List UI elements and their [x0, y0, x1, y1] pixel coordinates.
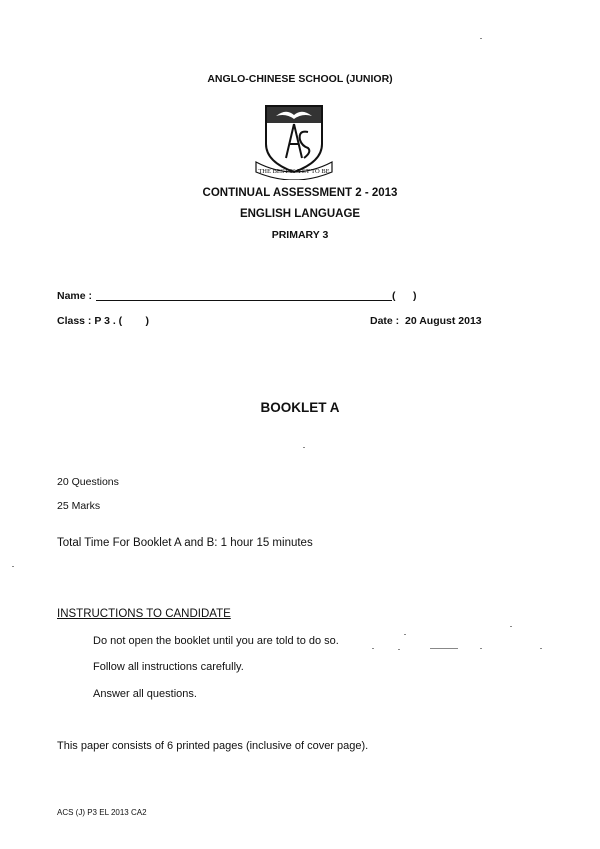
scan-speck: [12, 566, 14, 567]
pages-note: This paper consists of 6 printed pages (inclusive of cover page).: [57, 740, 369, 752]
subject-title: ENGLISH LANGUAGE: [239, 208, 361, 220]
instruction-item: Do not open the booklet until you are told to do so.: [93, 635, 339, 647]
level-title: PRIMARY 3: [271, 229, 329, 241]
scan-speck: [510, 626, 512, 627]
scan-speck: [430, 648, 458, 649]
booklet-title: BOOKLET A: [260, 400, 340, 415]
assessment-title: CONTINUAL ASSESSMENT 2 - 2013: [202, 187, 398, 199]
svg-text:THE BEST IS YET TO BE: THE BEST IS YET TO BE: [258, 168, 330, 175]
scan-speck: [398, 649, 400, 650]
total-time: Total Time For Booklet A and B: 1 hour 15 minutes: [57, 537, 313, 549]
scan-speck: [372, 648, 374, 649]
school-crest-logo: [252, 100, 336, 180]
instruction-item: Follow all instructions carefully.: [93, 661, 244, 673]
scan-speck: [404, 634, 406, 635]
class-label: Class : P 3 . ( ): [57, 315, 150, 327]
date-label: Date : 20 August 2013: [370, 315, 482, 327]
question-count: 20 Questions: [57, 476, 119, 488]
scan-speck: [540, 648, 542, 649]
total-marks: 25 Marks: [57, 500, 101, 512]
scan-speck: [303, 447, 305, 448]
name-line: [96, 300, 392, 301]
instructions-heading: INSTRUCTIONS TO CANDIDATE: [57, 608, 231, 620]
footer-code: ACS (J) P3 EL 2013 CA2: [57, 808, 147, 817]
school-name: ANGLO-CHINESE SCHOOL (JUNIOR): [207, 73, 393, 85]
index-number-bracket: ( ): [392, 290, 417, 302]
scan-speck: [480, 648, 482, 649]
name-label: Name :: [57, 290, 93, 302]
instruction-item: Answer all questions.: [93, 688, 197, 700]
scan-speck: [480, 38, 482, 39]
